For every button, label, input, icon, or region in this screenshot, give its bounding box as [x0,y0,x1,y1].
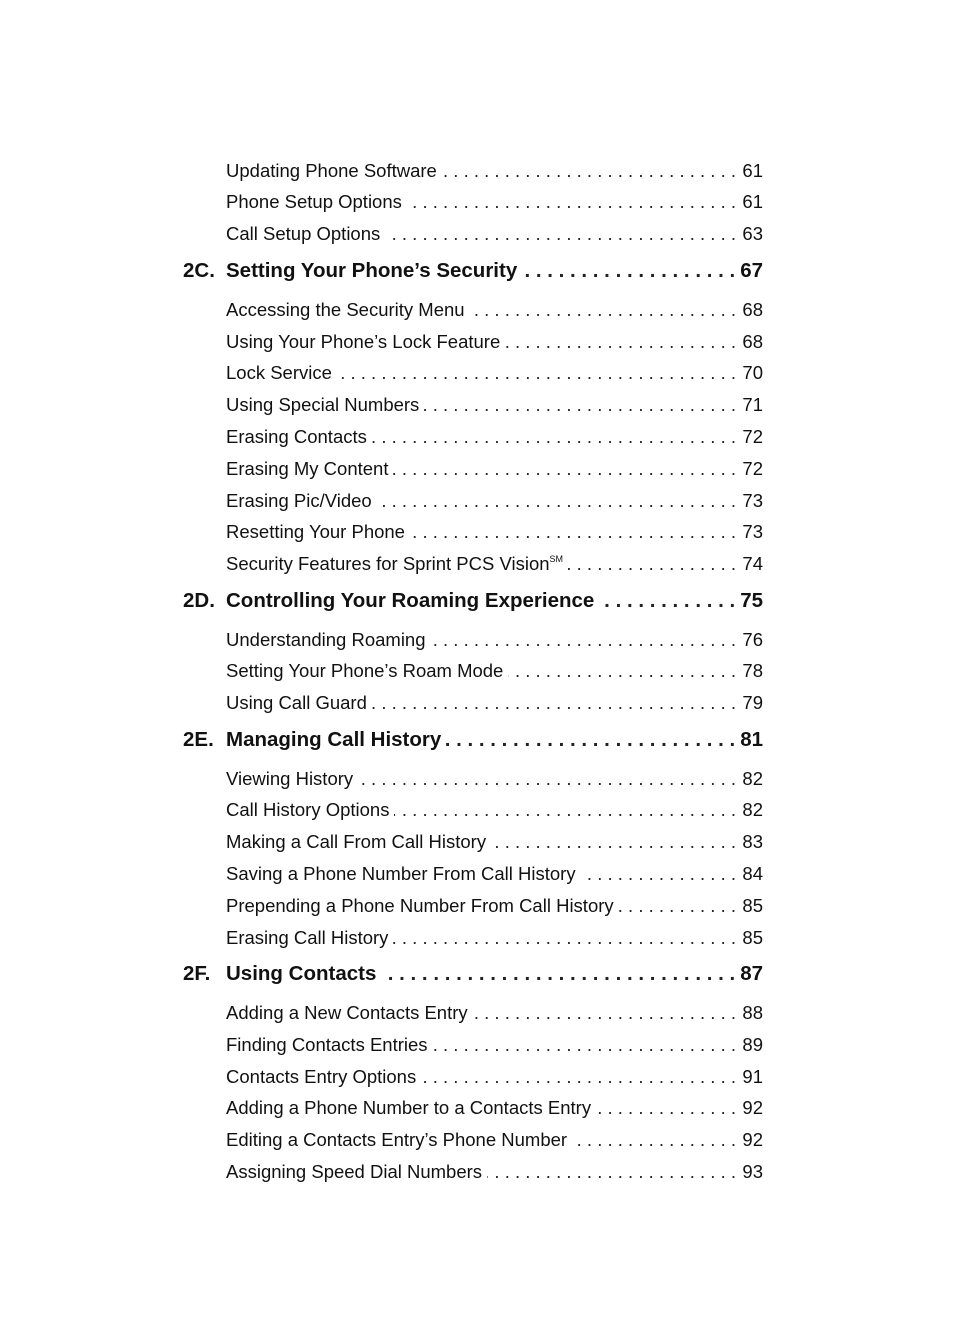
toc-chapter-2d[interactable] [183,589,763,617]
dot-leader [358,768,736,790]
toc-entry-page: 89 [742,1034,763,1055]
toc-entry[interactable] [226,1034,763,1060]
dot-leader [572,1129,736,1151]
toc-entry[interactable] [226,895,763,921]
dot-leader [487,1161,736,1183]
chapter-number: 2C. [183,259,215,282]
toc-entry-title: Erasing Call History [226,927,389,948]
toc-entry-page: 92 [742,1129,763,1150]
toc-entry[interactable] [226,191,763,217]
toc-entry-title: Contacts Entry Options [226,1066,417,1087]
toc-entry-page: 68 [742,299,763,320]
toc-entry[interactable] [226,394,763,420]
toc-entry-page: 88 [742,1002,763,1023]
toc-entry[interactable] [226,863,763,889]
toc-entry[interactable] [226,799,763,825]
toc-entry-title: Using Your Phone’s Lock Feature [226,331,501,352]
dot-leader [446,728,735,752]
toc-entry[interactable] [226,458,763,484]
toc-entry-title: Adding a New Contacts Entry [226,1002,468,1023]
toc-entry-title: Adding a Phone Number to a Contacts Entry [226,1097,592,1118]
toc-entry[interactable] [226,426,763,452]
toc-entry-page: 61 [742,191,763,212]
toc-entry-title [226,553,563,575]
toc-entry-page: 91 [742,1066,763,1087]
dot-leader [393,927,736,949]
toc-entry-title: Call Setup Options [226,223,381,244]
dot-leader [568,553,736,575]
chapter-title: Using Contacts [226,962,377,985]
toc-entry[interactable] [226,660,763,686]
toc-entry-title: Phone Setup Options [226,191,402,212]
toc-entry-title: Resetting Your Phone [226,521,405,542]
toc-entry-title-text: Security Features for Sprint PCS Vision [226,553,550,574]
chapter-title: Managing Call History [226,728,442,751]
toc-entry-title: Erasing Pic/Video [226,490,372,511]
toc-entry-page: 93 [742,1161,763,1182]
toc-entry[interactable] [226,331,763,357]
dot-leader [599,589,735,613]
toc-entry-title: Call History Options [226,799,390,820]
chapter-page: 87 [740,962,763,985]
toc-entry[interactable] [226,223,763,249]
toc-entry-page: 85 [742,895,763,916]
toc-entry-page: 82 [742,768,763,789]
dot-leader [410,521,736,543]
toc-entry-page: 73 [742,521,763,542]
toc-chapter-2f[interactable] [183,962,763,990]
toc-entry-page: 76 [742,629,763,650]
toc-entry-page: 63 [742,223,763,244]
toc-entry[interactable] [226,927,763,953]
toc-entry-page: 72 [742,426,763,447]
chapter-number: 2D. [183,589,215,612]
toc-entry[interactable] [226,160,763,186]
dot-leader [596,1097,736,1119]
chapter-title: Setting Your Phone’s Security [226,259,518,282]
dot-leader [442,160,736,182]
chapter-page: 75 [740,589,763,612]
toc-entry[interactable] [226,553,763,579]
dot-leader [505,331,736,353]
toc-entry-page: 84 [742,863,763,884]
toc-entry[interactable] [226,299,763,325]
toc-entry-title: Finding Contacts Entries [226,1034,428,1055]
chapter-number: 2E. [183,728,214,751]
toc-entry[interactable] [226,1066,763,1092]
dot-leader [522,259,735,283]
dot-leader [372,692,736,714]
chapter-page: 81 [740,728,763,751]
toc-entry-page: 82 [742,799,763,820]
toc-entry-title: Prepending a Phone Number From Call History [226,895,614,916]
toc-entry-page: 92 [742,1097,763,1118]
toc-entry-page: 72 [742,458,763,479]
toc-entry-title: Accessing the Security Menu [226,299,465,320]
toc-entry-title: Erasing My Content [226,458,389,479]
toc-entry-title: Making a Call From Call History [226,831,487,852]
toc-entry[interactable] [226,1129,763,1155]
toc-chapter-2c[interactable] [183,259,763,287]
toc-entry-title: Setting Your Phone’s Roam Mode [226,660,504,681]
dot-leader [424,394,736,416]
toc-entry-page: 83 [742,831,763,852]
toc-entry[interactable] [226,1161,763,1187]
toc-entry[interactable] [226,521,763,547]
toc-entry-page: 70 [742,362,763,383]
toc-entry-title: Saving a Phone Number From Call History [226,863,576,884]
chapter-title: Controlling Your Roaming Experience [226,589,595,612]
toc-entry-title: Lock Service [226,362,332,383]
toc-entry-title: Understanding Roaming [226,629,426,650]
toc-entry-page: 78 [742,660,763,681]
toc-entry-title: Using Special Numbers [226,394,420,415]
toc-entry-page: 74 [742,553,763,574]
toc-entry[interactable] [226,629,763,655]
dot-leader [619,895,736,917]
dot-leader [421,1066,736,1088]
toc-entry[interactable] [226,362,763,388]
toc-entry[interactable] [226,490,763,516]
toc-entry[interactable] [226,692,763,718]
dot-leader [581,863,736,885]
chapter-number: 2F. [183,962,211,985]
toc-entry-page: 79 [742,692,763,713]
dot-leader [508,660,736,682]
dot-leader [407,191,736,213]
toc-entry-page: 68 [742,331,763,352]
toc-entry[interactable] [226,831,763,857]
dot-leader [394,799,736,821]
toc-entry-title: Assigning Speed Dial Numbers [226,1161,483,1182]
toc-entry-page: 85 [742,927,763,948]
dot-leader [377,490,736,512]
toc-entry[interactable] [226,1097,763,1123]
toc-entry-page: 61 [742,160,763,181]
dot-leader [431,629,736,651]
toc-entry-title: Erasing Contacts [226,426,367,447]
toc-entry-page: 71 [742,394,763,415]
toc-entry-page: 73 [742,490,763,511]
dot-leader [491,831,736,853]
dot-leader [470,299,736,321]
toc-entry-title: Updating Phone Software [226,160,437,181]
dot-leader [385,223,736,245]
toc-chapter-2e[interactable] [183,728,763,756]
toc-entry-title: Viewing History [226,768,354,789]
dot-leader [381,962,735,986]
toc-entry[interactable] [226,768,763,794]
dot-leader [337,362,736,384]
toc-entry-title: Editing a Contacts Entry’s Phone Number [226,1129,568,1150]
dot-leader [433,1034,736,1056]
dot-leader [393,458,736,480]
chapter-page: 67 [740,259,763,282]
toc-entry-title: Using Call Guard [226,692,367,713]
dot-leader [372,426,736,448]
dot-leader [473,1002,736,1024]
toc-entry[interactable] [226,1002,763,1028]
service-mark: SM [549,554,564,564]
